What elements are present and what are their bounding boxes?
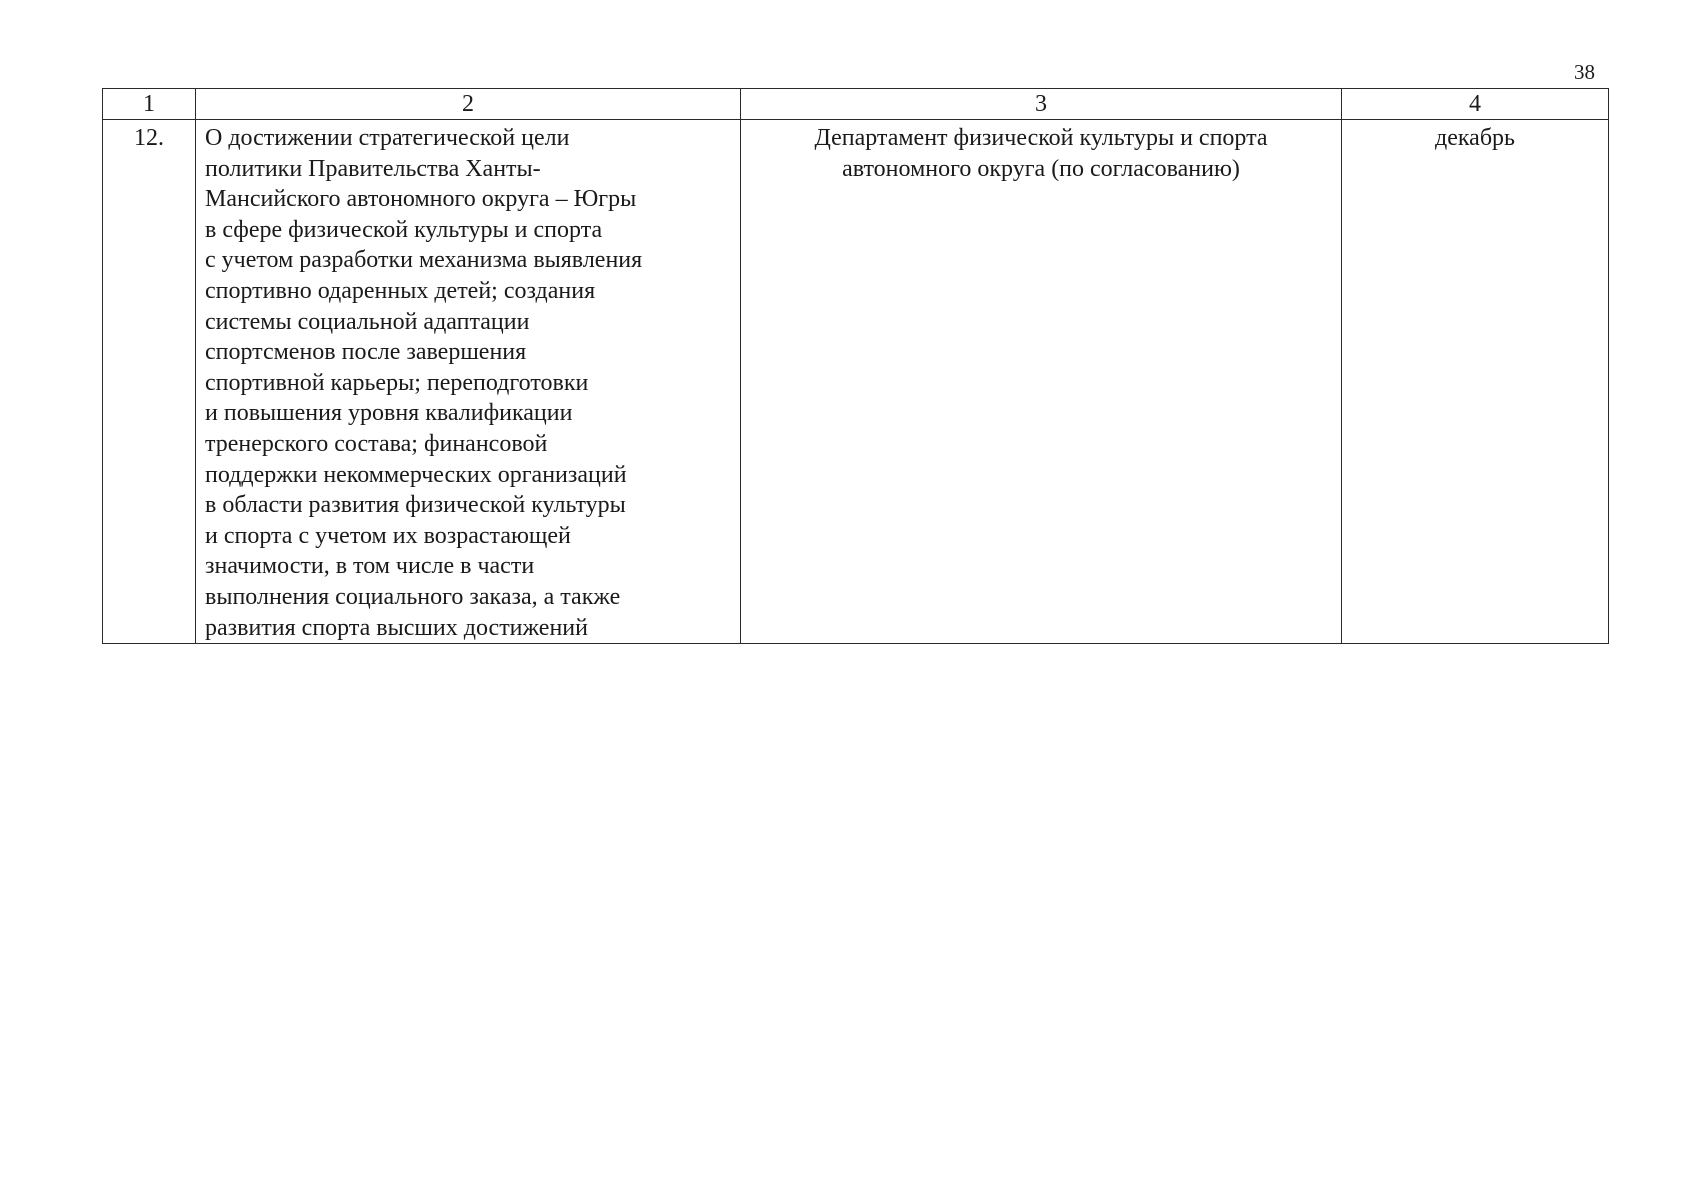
- row-title-line: и спорта с учетом их возрастающей: [205, 522, 571, 549]
- row-title-line: выполнения социального заказа, а также: [205, 583, 621, 610]
- page-number: 38: [1574, 60, 1595, 84]
- row-title-line: в области развития физической культуры: [205, 492, 626, 519]
- row-responsible-line: Департамент физической культуры и спорта: [814, 125, 1268, 151]
- row-title-line: системы социальной адаптации: [205, 308, 530, 335]
- row-title-line: поддержки некоммерческих организаций: [205, 461, 627, 488]
- table-row: [103, 120, 1609, 644]
- column-header-2: 2: [196, 89, 741, 120]
- row-title-line: тренерского состава; финансовой: [205, 430, 548, 457]
- row-title-line: О достижении стратегической цели: [205, 125, 570, 151]
- row-title-line: развития спорта высших достижений: [205, 614, 588, 641]
- row-number: 12.: [103, 120, 196, 644]
- row-responsible: [741, 120, 1342, 644]
- column-header-1: 1: [103, 89, 196, 120]
- row-title-line: в сфере физической культуры и спорта: [205, 216, 603, 243]
- row-term: декабрь: [1342, 120, 1609, 644]
- row-title-line: политики Правительства Ханты-: [205, 155, 541, 182]
- row-title-line: спортивной карьеры; переподготовки: [205, 369, 589, 396]
- row-title-line: с учетом разработки механизма выявления: [205, 247, 643, 274]
- row-responsible-line: автономного округа (по согласованию): [842, 155, 1240, 182]
- table-header-row: [103, 89, 1609, 120]
- column-header-3: 3: [741, 89, 1342, 120]
- plan-table: [102, 88, 1609, 644]
- row-title-line: значимости, в том числе в части: [205, 553, 535, 580]
- column-header-4: 4: [1342, 89, 1609, 120]
- row-title: [196, 120, 741, 644]
- row-title-line: спортсменов после завершения: [205, 339, 527, 366]
- row-title-line: и повышения уровня квалификации: [205, 400, 573, 427]
- row-title-line: спортивно одаренных детей; создания: [205, 277, 596, 304]
- row-title-line: Мансийского автономного округа – Югры: [205, 186, 637, 213]
